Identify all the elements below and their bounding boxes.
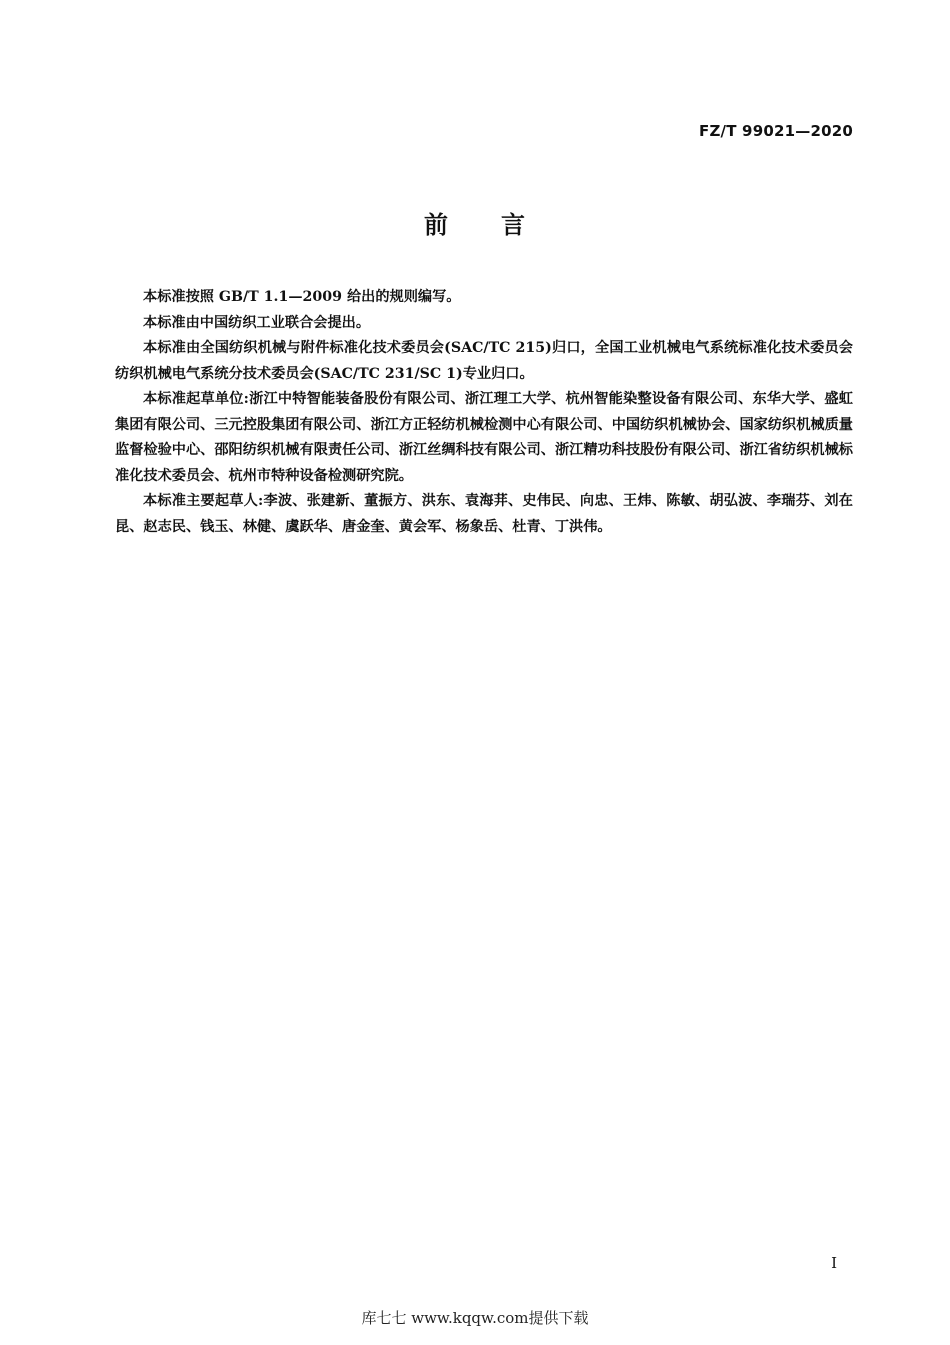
title-char-1: 前 xyxy=(424,211,449,239)
page-title xyxy=(0,205,950,240)
footer-watermark: 库七七 www.kqqw.com提供下载 xyxy=(361,1309,589,1327)
paragraph-proposer: 本标准由中国纺织工业联合会提出。 xyxy=(143,314,371,331)
paragraph-drafting-units: 本标准起草单位:浙江中特智能装备股份有限公司、浙江理工大学、杭州智能染整设备有限公司、东华大学、盛虹集团有限公司、三元控股集团有限公司、浙江方正轻纺机械检测中心有限公司、中国纺织机械协会、国家纺织机械质量监督检验中心、邵阳纺织机械有限责任公司、浙江丝绸科技有限公司、浙江精功科技股份有限公司、浙江省纺织机械标准化技术委员会、杭州市特种设备检测研究院。 xyxy=(115,391,853,484)
title-char-2: 言 xyxy=(501,211,526,239)
foreword-body xyxy=(115,285,853,540)
page-number: I xyxy=(831,1254,837,1272)
paragraph-drafters: 本标准主要起草人:李波、张建新、董振方、洪东、袁海荓、史伟民、向忠、王炜、陈敏、胡弘波、李瑞芬、刘在昆、赵志民、钱玉、林健、虞跃华、唐金奎、黄会军、杨象岳、杜青、丁洪伟。 xyxy=(115,493,853,535)
standard-code: FZ/T 99021—2020 xyxy=(699,122,853,140)
paragraph-administration: 本标准由全国纺织机械与附件标准化技术委员会(SAC/TC 215)归口，全国工业机械电气系统标准化技术委员会纺织机械电气系统分技术委员会(SAC/TC 231/SC 1)专业归口。 xyxy=(115,340,853,382)
paragraph-drafting-rules: 本标准按照 GB/T 1.1—2009 给出的规则编写。 xyxy=(143,289,461,305)
